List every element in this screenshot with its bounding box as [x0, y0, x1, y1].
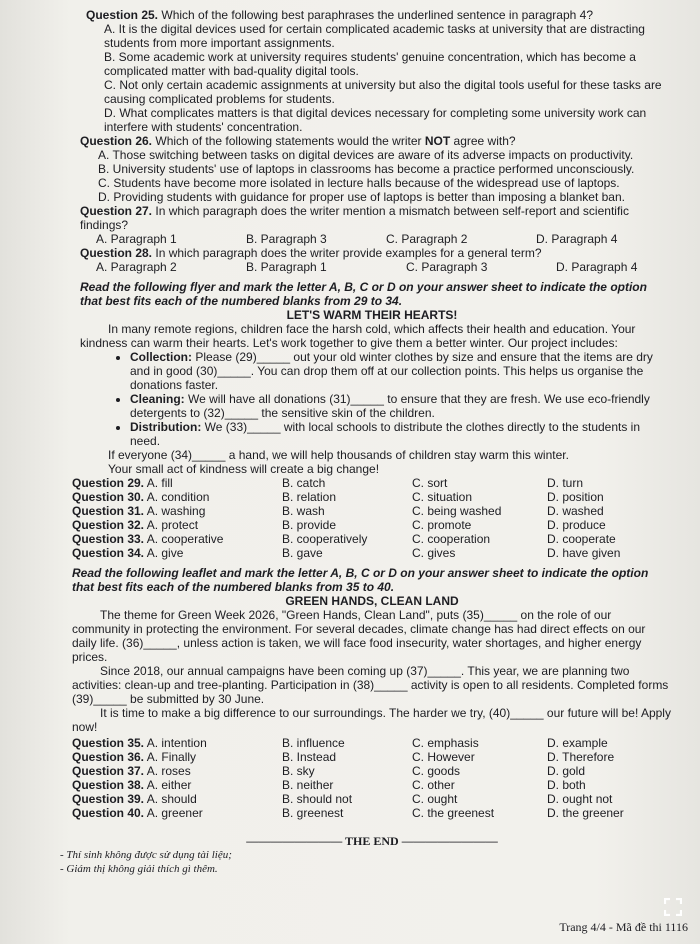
footer-note-1: - Thí sinh không được sử dụng tài liệu; [60, 849, 232, 861]
option-a: A. Paragraph 1 [96, 232, 177, 246]
option-a: A. It is the digital devices used for certain complicated academic tasks at university that are distracting students from more important assignments. [104, 22, 645, 50]
option-d: D. Providing students with guidance for proper use of laptops is better than imposing a blanket ban. [98, 190, 625, 204]
q29-b: B. catch [282, 476, 326, 490]
bullet-label: Collection: [130, 350, 192, 364]
leaflet-title: GREEN HANDS, CLEAN LAND [285, 594, 459, 608]
q34-c: C. gives [412, 546, 456, 560]
leaflet-instruction: Read the following leaflet and mark the letter A, B, C or D on your answer sheet to indicate the option that best fits each of the numbered blanks from 35 to 40. [72, 566, 649, 594]
q32-d: D. produce [547, 518, 606, 532]
q39-a: Question 39. A. should [72, 792, 197, 806]
q40-a: Question 40. A. greener [72, 806, 203, 820]
page-content [60, 8, 672, 876]
q36-c: C. However [412, 750, 475, 764]
option-c: C. Paragraph 2 [386, 232, 468, 246]
option-a: A. Paragraph 2 [96, 260, 177, 274]
question-label: Question 25. [86, 8, 159, 22]
q39-b: B. should not [282, 792, 353, 806]
leaflet-answer-grid [72, 736, 672, 820]
bullet-cleaning [130, 392, 672, 420]
leaflet-para-1: The theme for Green Week 2026, "Green Hands, Clean Land", puts (35)_____ on the role of our community in protecting the environment. For several decades, climate change has had direct effects on our daily life. (36)_____, unless action is taken, we will face food insecurity, water shortages, and higher energy prices. [72, 608, 646, 664]
q37-d: D. gold [547, 764, 586, 778]
q31-b: B. wash [282, 504, 325, 518]
end-marker: ———————— THE END ———————— [246, 834, 498, 848]
q35-d: D. example [547, 736, 608, 750]
option-b: B. Paragraph 3 [246, 232, 327, 246]
bullet-label: Distribution: [130, 420, 202, 434]
question-stem: In which paragraph does the writer provide examples for a general term? [155, 246, 542, 260]
flyer-bullets [72, 350, 672, 448]
q36-a: Question 36. A. Finally [72, 750, 197, 764]
option-c: C. Students have become more isolated in lecture halls because of the widespread use of laptops. [98, 176, 620, 190]
q40-c: C. the greenest [412, 806, 495, 820]
q30-a: Question 30. A. condition [72, 490, 210, 504]
q35-b: B. influence [282, 736, 345, 750]
q34-d: D. have given [547, 546, 621, 560]
option-d: D. Paragraph 4 [556, 260, 638, 274]
emphasis-not: NOT [424, 134, 451, 148]
question-stem-end: agree with? [453, 134, 516, 148]
question-28 [72, 246, 672, 274]
q34-b: B. gave [282, 546, 323, 560]
footer-note-2: - Giám thị không giải thích gì thêm. [60, 863, 218, 875]
q29-d: D. turn [547, 476, 584, 490]
q32-a: Question 32. A. protect [72, 518, 199, 532]
page-number: Trang 4/4 - Mã đề thi 1116 [559, 920, 688, 934]
option-c: C. Paragraph 3 [406, 260, 488, 274]
q34-a: Question 34. A. give [72, 546, 184, 560]
q39-c: C. ought [412, 792, 458, 806]
question-label: Question 27. [80, 204, 153, 218]
q37-a: Question 37. A. roses [72, 764, 191, 778]
q31-a: Question 31. A. washing [72, 504, 206, 518]
q38-c: C. other [412, 778, 455, 792]
bullet-text: We will have all donations (31)_____ to ensure that they are fresh. We use eco-friendly detergents to (32)_____ the sensitive skin of the children. [130, 392, 650, 420]
option-b: B. Paragraph 1 [246, 260, 327, 274]
flyer-closing-2: Your small act of kindness will create a big change! [108, 462, 380, 476]
leaflet-para-3: It is time to make a big difference to our surroundings. The harder we try, (40)_____ our future will be! Apply now! [72, 706, 671, 734]
question-label: Question 28. [80, 246, 153, 260]
question-stem: In which paragraph does the writer mention a mismatch between self-report and scientific findings? [80, 204, 629, 232]
q38-d: D. both [547, 778, 586, 792]
q40-b: B. greenest [282, 806, 344, 820]
flyer-closing: If everyone (34)_____ a hand, we will help thousands of children stay warm this winter. [108, 448, 569, 462]
question-26 [72, 134, 672, 204]
q38-a: Question 38. A. either [72, 778, 192, 792]
leaflet-para-2: Since 2018, our annual campaigns have been coming up (37)_____. This year, we are planning two activities: clean-up and tree-planting. Participation in (38)_____ activity is open to all residents. Completed forms (39)_____ be submitted by 30 June. [72, 664, 669, 706]
q37-c: C. goods [412, 764, 461, 778]
flyer-intro: In many remote regions, children face the harsh cold, which affects their health and education. Your kindness can warm their hearts. Let's work together to give them a better winter. Our project includes: [80, 322, 636, 350]
bullet-text: Please (29)_____ out your old winter clothes by size and ensure that the items are dry and in good (30)_____. You can drop them off at our collection points. This helps us organise the donations faster. [130, 350, 653, 392]
expand-icon[interactable] [664, 898, 682, 916]
question-27 [72, 204, 672, 246]
bullet-label: Cleaning: [130, 392, 185, 406]
q31-c: C. being washed [412, 504, 502, 518]
question-stem: Which of the following best paraphrases the underlined sentence in paragraph 4? [161, 8, 593, 22]
question-stem: Which of the following statements would the writer [155, 134, 422, 148]
q32-b: B. provide [282, 518, 337, 532]
option-a: A. Those switching between tasks on digital devices are aware of its adverse impacts on productivity. [98, 148, 634, 162]
q33-c: C. cooperation [412, 532, 491, 546]
q40-d: D. the greener [547, 806, 624, 820]
q29-c: C. sort [412, 476, 448, 490]
q33-a: Question 33. A. cooperative [72, 532, 224, 546]
q38-b: B. neither [282, 778, 334, 792]
bullet-distribution [130, 420, 672, 448]
question-25 [72, 8, 672, 134]
q31-d: D. washed [547, 504, 604, 518]
q36-d: D. Therefore [547, 750, 615, 764]
bullet-text: We (33)_____ with local schools to distribute the clothes directly to the students in need. [130, 420, 641, 448]
flyer-answer-grid [72, 476, 672, 560]
bullet-collection [130, 350, 672, 392]
option-b: B. Some academic work at university requires students' genuine concentration, which has become a complicated matter with bad-quality digital tools. [104, 50, 636, 78]
option-d: D. Paragraph 4 [536, 232, 618, 246]
option-c: C. Not only certain academic assignments at university but also the digital tools useful for these tasks are causing complicated problems for students. [104, 78, 662, 106]
flyer-instruction: Read the following flyer and mark the letter A, B, C or D on your answer sheet to indicate the option that best fits each of the numbered blanks from 29 to 34. [80, 280, 647, 308]
question-label: Question 26. [80, 134, 153, 148]
q30-b: B. relation [282, 490, 337, 504]
q33-d: D. cooperate [547, 532, 616, 546]
option-b: B. University students' use of laptops in classrooms has become a practice performed unconsciously. [98, 162, 635, 176]
q32-c: C. promote [412, 518, 472, 532]
q35-a: Question 35. A. intention [72, 736, 207, 750]
q29-a: Question 29. A. fill [72, 476, 173, 490]
q39-d: D. ought not [547, 792, 613, 806]
flyer-title: LET'S WARM THEIR HEARTS! [286, 308, 458, 322]
q35-c: C. emphasis [412, 736, 479, 750]
q36-b: B. Instead [282, 750, 337, 764]
q30-d: D. position [547, 490, 604, 504]
q37-b: B. sky [282, 764, 315, 778]
option-d: D. What complicates matters is that digital devices necessary for completing some university work can interfere with students' concentration. [104, 106, 647, 134]
q33-b: B. cooperatively [282, 532, 368, 546]
q30-c: C. situation [412, 490, 473, 504]
